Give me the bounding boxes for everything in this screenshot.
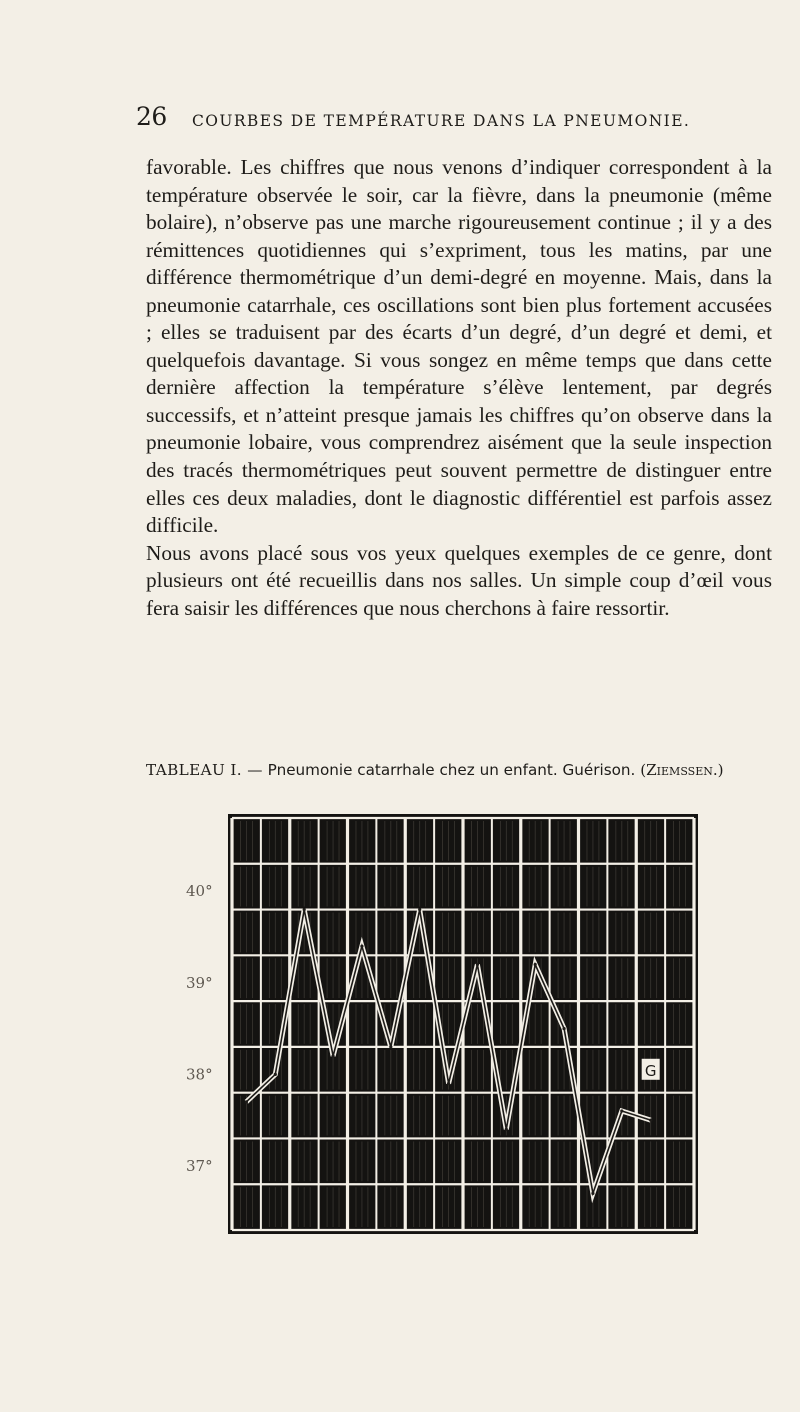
body-text [146, 154, 772, 622]
chart-svg [150, 810, 710, 1240]
temperature-chart [150, 810, 710, 1240]
data-point [476, 963, 479, 966]
paragraph-1: favorable. Les chiffres que nous venons d’indiquer correspondent à la température observée le soir, car la fièvre, dans la pneumonie (même bolaire), n’observe pas une marche rigoureusement continue ; il y a des rémittences quotidiennes qui s’expriment, tous les matins, par une différence thermométrique d’un demi-degré en moyenne. Mais, dans la pneumonie catarrhale, ces oscillations sont bien plus fortement accusées ; elles se traduisent par des écarts d’un degré, d’un degré et demi, et quelquefois davantage. Si vous songez en même temps que dans cette dernière affection la température s’élève lentement, par degrés successifs, et n’atteint presque jamais les chiffres qu’on observe dans la pneumonie lobaire, vous comprendrez aisément que la seule inspection des tracés thermométriques peut souvent permettre de distinguer entre elles ces deux maladies, dont le diagnostic différentiel est parfois assez difficile. [146, 155, 772, 538]
y-tick-label: 39° [186, 973, 213, 992]
data-point [505, 1128, 508, 1131]
data-point [447, 1082, 450, 1085]
caption-author: (Ziemssen.) [640, 761, 724, 779]
y-tick-label: 40° [186, 882, 213, 901]
caption-label: TABLEAU I. — [146, 761, 263, 779]
y-tick-label: 37° [186, 1156, 213, 1175]
data-point [591, 1192, 594, 1195]
figure-caption [146, 761, 786, 779]
data-point [620, 1109, 623, 1112]
running-title: COURBES DE TEMPÉRATURE DANS LA PNEUMONIE. [192, 112, 691, 130]
data-point [303, 908, 306, 911]
data-point [534, 963, 537, 966]
data-point [389, 1045, 392, 1048]
caption-text: Pneumonie catarrhale chez un enfant. Guérison. [267, 761, 636, 779]
data-point [418, 908, 421, 911]
page-number: 26 [136, 102, 167, 131]
y-tick-label: 38° [186, 1065, 213, 1084]
data-point [649, 1119, 652, 1122]
page-header [136, 102, 756, 138]
paragraph-2: Nous avons placé sous vos yeux quelques exemples de ce genre, dont plusieurs ont été recueillis dans nos salles. Un simple coup d’œil vous fera saisir les différences que nous cherchons à faire ressortir. [146, 540, 772, 620]
end-marker-label: G [644, 1061, 657, 1080]
data-point [274, 1073, 277, 1076]
data-point [562, 1027, 565, 1030]
data-point [245, 1100, 248, 1103]
data-point [360, 945, 363, 948]
data-point [331, 1054, 334, 1057]
